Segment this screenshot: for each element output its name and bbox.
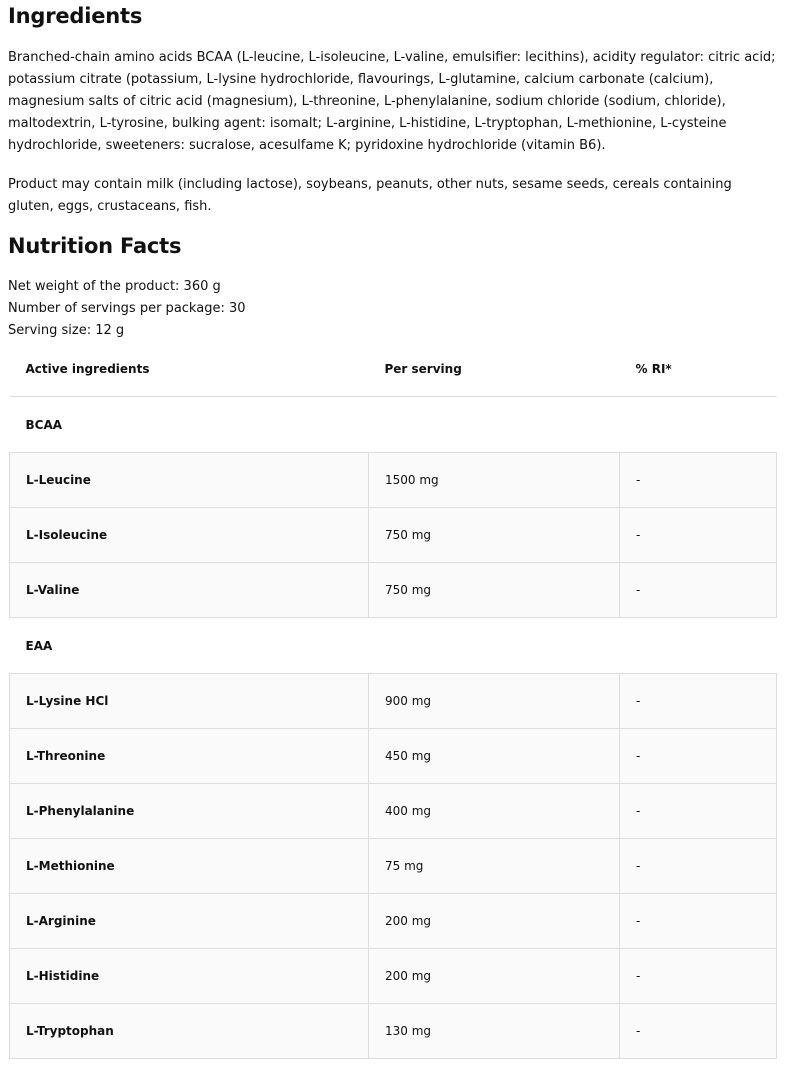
ingredient-ri: - xyxy=(620,563,777,618)
ingredient-name: L-Arginine xyxy=(10,894,369,949)
ingredient-ri: - xyxy=(620,1004,777,1059)
table-row xyxy=(10,894,777,949)
nutrition-table xyxy=(9,341,777,1059)
ingredients-heading: Ingredients xyxy=(8,4,143,28)
ingredient-name: L-Isoleucine xyxy=(10,508,369,563)
ingredient-amount: 450 mg xyxy=(369,729,620,784)
ingredient-ri: - xyxy=(620,894,777,949)
serving-size: Serving size: 12 g xyxy=(8,323,125,338)
table-row xyxy=(10,508,777,563)
group-row-bcaa xyxy=(10,397,777,453)
ingredient-amount: 750 mg xyxy=(369,508,620,563)
ingredient-ri: - xyxy=(620,674,777,729)
ingredient-amount: 1500 mg xyxy=(369,453,620,508)
net-weight: Net weight of the product: 360 g xyxy=(8,279,221,294)
ingredient-amount: 750 mg xyxy=(369,563,620,618)
table-header-row xyxy=(10,341,777,397)
ingredients-text: Branched-chain amino acids BCAA (L-leucine, L-isoleucine, L-valine, emulsifier: lecithins), acidity regulator: citric acid; potassium citrate (potassium, L-lysine hydrochloride, flavourings, L-glutamine, calcium carbonate (calcium), magnesium salts of citric acid (magnesium), L-threonine, L-phenylalanine, sodium chloride (sodium, chloride), maltodextrin, L-tyrosine, bulking agent: isomalt; L-arginine, L-histidine, L-tryptophan, L-methionine, L-cysteine hydrochloride, sweeteners: sucralose, acesulfame K; pyridoxine hydrochloride (vitamin B6). xyxy=(8,50,776,153)
ingredient-name: L-Phenylalanine xyxy=(10,784,369,839)
table-row xyxy=(10,563,777,618)
ingredient-amount: 900 mg xyxy=(369,674,620,729)
ingredient-name: L-Histidine xyxy=(10,949,369,1004)
ingredient-amount: 75 mg xyxy=(369,839,620,894)
ingredient-name: L-Threonine xyxy=(10,729,369,784)
ingredient-ri: - xyxy=(620,508,777,563)
ingredient-amount: 200 mg xyxy=(369,949,620,1004)
group-label: EAA xyxy=(10,618,777,674)
servings-per-package: Number of servings per package: 30 xyxy=(8,301,246,316)
table-row xyxy=(10,784,777,839)
ingredient-ri: - xyxy=(620,453,777,508)
ingredient-amount: 130 mg xyxy=(369,1004,620,1059)
ingredient-amount: 200 mg xyxy=(369,894,620,949)
ingredient-amount: 400 mg xyxy=(369,784,620,839)
ingredient-name: L-Methionine xyxy=(10,839,369,894)
table-row xyxy=(10,674,777,729)
table-row xyxy=(10,1004,777,1059)
allergens-text: Product may contain milk (including lactose), soybeans, peanuts, other nuts, sesame seeds, cereals containing gluten, eggs, crustaceans, fish. xyxy=(8,177,732,214)
nutrition-facts-heading: Nutrition Facts xyxy=(8,234,182,258)
ingredient-name: L-Valine xyxy=(10,563,369,618)
table-row xyxy=(10,949,777,1004)
ingredient-ri: - xyxy=(620,949,777,1004)
table-row xyxy=(10,453,777,508)
group-row-eaa xyxy=(10,618,777,674)
table-row xyxy=(10,839,777,894)
ingredient-ri: - xyxy=(620,839,777,894)
header-ri: % RI* xyxy=(620,341,777,397)
ingredient-name: L-Tryptophan xyxy=(10,1004,369,1059)
ingredient-name: L-Lysine HCl xyxy=(10,674,369,729)
ingredient-ri: - xyxy=(620,729,777,784)
group-label: BCAA xyxy=(10,397,777,453)
header-per-serving: Per serving xyxy=(369,341,620,397)
product-meta xyxy=(8,276,246,342)
ingredient-name: L-Leucine xyxy=(10,453,369,508)
ingredient-ri: - xyxy=(620,784,777,839)
table-row xyxy=(10,729,777,784)
header-active-ingredients: Active ingredients xyxy=(10,341,369,397)
